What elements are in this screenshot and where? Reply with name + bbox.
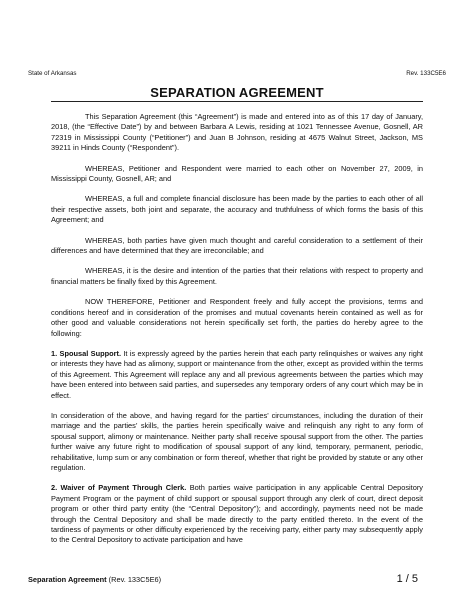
footer-revision: (Rev. 133C5E6) [108, 575, 162, 584]
section-heading: 1. Spousal Support. [51, 348, 122, 358]
document-body [51, 112, 423, 556]
section-text: In consideration of the above, and having regard for the parties’ circumstances, including the duration of their marriage and the parties’ skills, the parties herein specifically waive and relinquish any right to any form of spousal support, alimony or maintenance. Neither party shall receive spousal support from the other. The parties further waive any future right to modification of spousal support of any kind, temporary, permanent, periodic, rehabilitative, lump sum or any combination or form thereof, whether that right be provided by statute or any other regulation. [51, 410, 423, 472]
whereas-differences-paragraph: WHEREAS, both parties have given much thought and careful consideration to a settlement of their differences and have determined that they are irreconcilable; and [51, 235, 423, 256]
page-number: 1 / 5 [396, 573, 418, 585]
section-text: Both parties waive participation in any applicable Central Depository Payment Program or the payment of child support or spousal support through any clerk of court, direct deposit program or other third party entity (the “Central Depository”); and accordingly, payments need not be made through the Central Depository and shall be made directly to the party entitled thereto. In the event of the tardiness of payments or other difficulty experienced by the receiving party, either party may subsequently apply to the Central Depository to activate participation and have [51, 483, 423, 545]
whereas-intention-paragraph: WHEREAS, it is the desire and intention of the parties that their relations with respect to property and financial matters be finally fixed by this Agreement. [51, 266, 423, 286]
section-spousal-support [51, 349, 423, 401]
footer-doc-name: Separation Agreement [28, 575, 107, 584]
title-divider [51, 101, 423, 102]
section-spousal-support-consideration [51, 411, 423, 473]
section-heading: 2. Waiver of Payment Through Clerk. [51, 483, 187, 493]
revision-label: Rev. 133C5E6 [406, 70, 446, 77]
state-label: State of Arkansas [28, 70, 77, 77]
whereas-disclosure-paragraph: WHEREAS, a full and complete financial disclosure has been made by the parties to each other of all their respective assets, both joint and separate, the accuracy and truthfulness of which forms the basis of this Agreement; and [51, 194, 423, 225]
section-text: It is expressly agreed by the parties herein that each party relinquishes or waives any right or interests they have had as alimony, support or maintenance from the other, except as provided within the terms of this Agreement. This Agreement will replace any and all previous agreements between the parties which may have been entered into between said parties, and supersedes any temporary orders of any court which may be in effect. [51, 348, 423, 400]
whereas-marriage-paragraph: WHEREAS, Petitioner and Respondent were married to each other on November 27, 2009, in Mississippi County, Gosnell, AR; and [51, 163, 423, 184]
page-footer [28, 575, 446, 584]
document-title: SEPARATION AGREEMENT [150, 85, 324, 100]
section-waiver-payment [51, 483, 423, 545]
intro-paragraph: This Separation Agreement (this “Agreement”) is made and entered into as of this 17 day of January, 2018, (the “Effective Date”) by and between Barbara A Lewis, residing at 1021 Tennessee Avenue, Gosnell, AR 72319 in Mississippi County (“Petitioner”) and Juan B Johnson, residing at 4675 Walnut Street, Jackson, MS 39211 in Hinds County (“Respondent”). [51, 112, 423, 153]
footer-doc-label [28, 575, 161, 584]
now-therefore-paragraph: NOW THEREFORE, Petitioner and Respondent freely and fully accept the provisions, terms and conditions hereof and in consideration of the promises and mutual covenants herein contained as well as for other good and valuable considerations not herein specifically set forth, the parties do hereby agree to the following: [51, 297, 423, 338]
